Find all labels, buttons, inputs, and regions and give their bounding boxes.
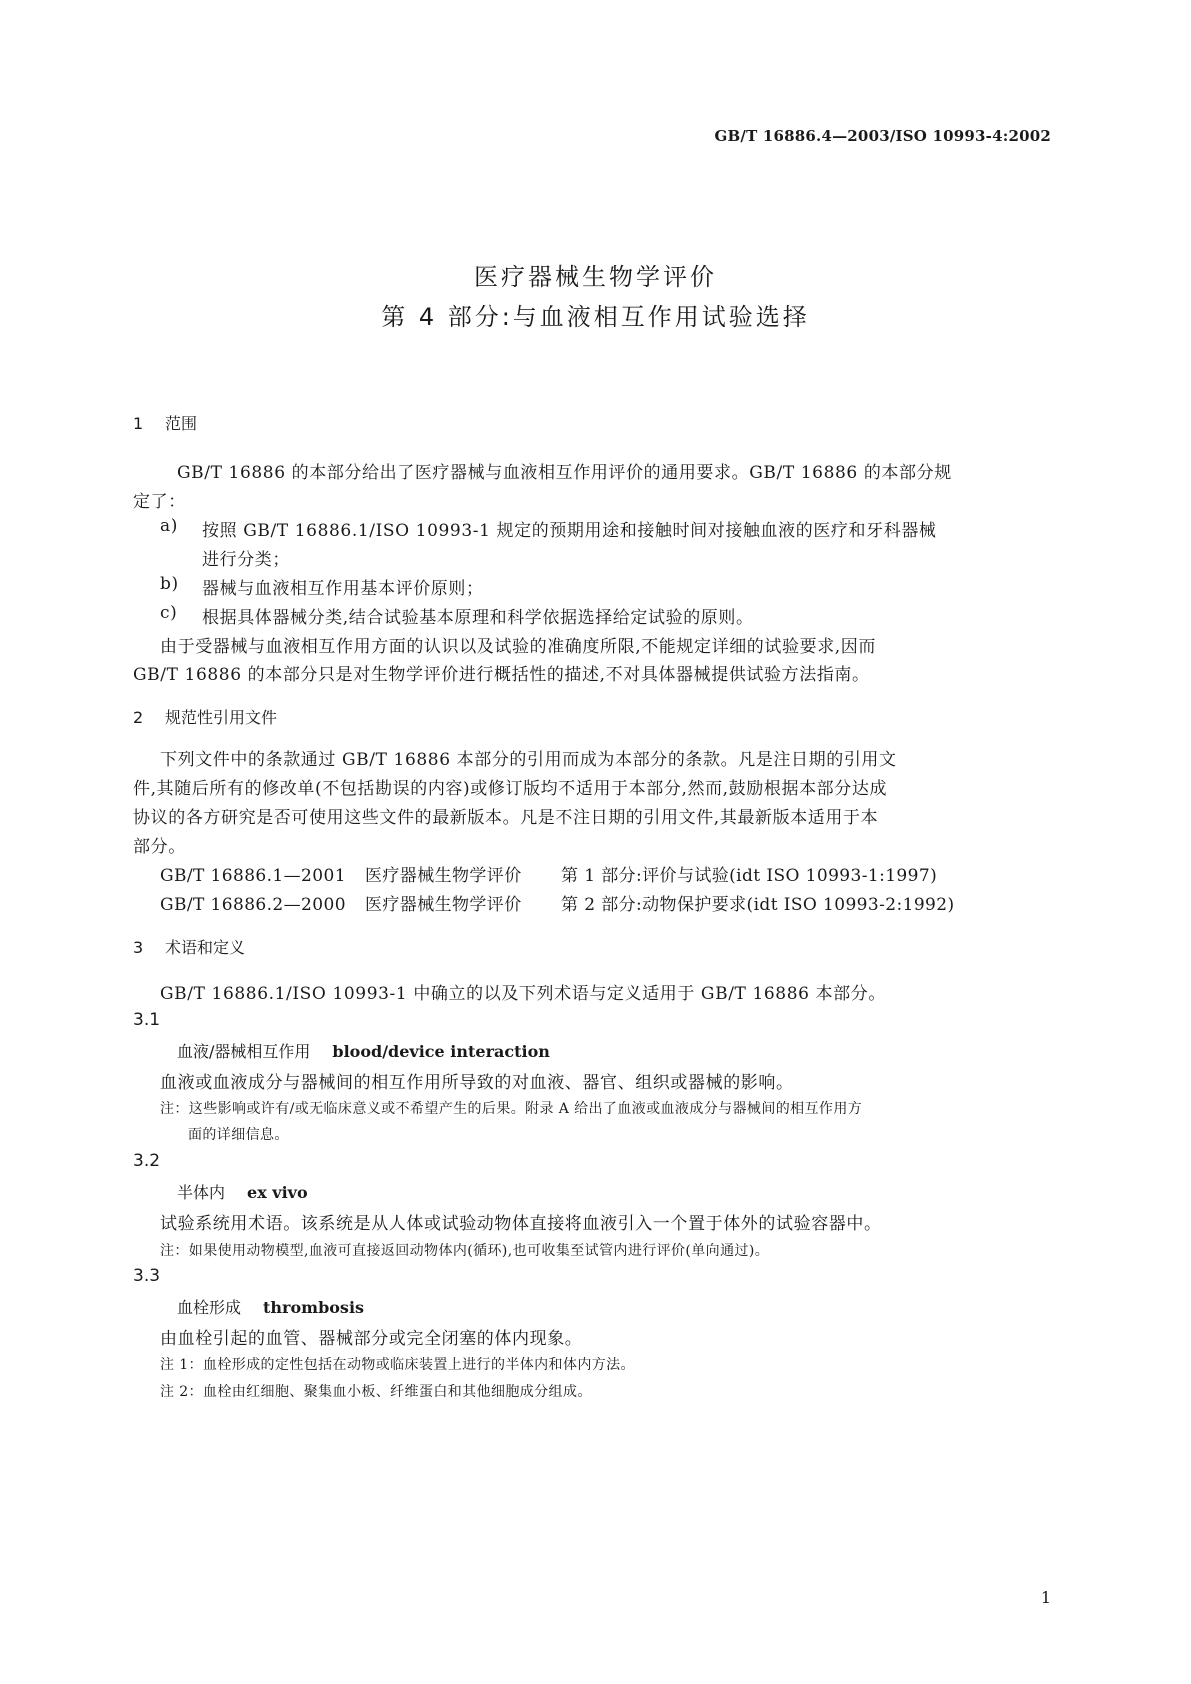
scope-item-a-marker: a) (160, 516, 178, 536)
section-title: 范围 (165, 414, 198, 433)
reference-part: 第 1 部分:评价与试验(idt ISO 10993-1:1997) (561, 866, 938, 886)
normative-paragraph-line1: 下列文件中的条款通过 GB/T 16886 本部分的引用而成为本部分的条款。凡是注日期的引用文 (160, 750, 897, 770)
scope-paragraph-2-line2: GB/T 16886 的本部分只是对生物学评价进行概括性的描述,不对具体器械提供试验方法指南。 (133, 665, 870, 685)
term-en: ex vivo (247, 1183, 308, 1202)
scope-paragraph-2-line1: 由于受器械与血液相互作用方面的认识以及试验的准确度所限,不能规定详细的试验要求,因而 (160, 637, 877, 657)
normative-reference-2 (160, 890, 955, 915)
term-zh: 半体内 (177, 1183, 226, 1202)
reference-part: 第 2 部分:动物保护要求(idt ISO 10993-2:1992) (561, 895, 955, 915)
normative-paragraph-line2: 件,其随后所有的修改单(不包括勘误的内容)或修订版均不适用于本部分,然而,鼓励根据本部分达成 (133, 779, 888, 799)
term-3-3-definition: 由血栓引起的血管、器械部分或完全闭塞的体内现象。 (160, 1329, 583, 1349)
normative-paragraph-line3: 协议的各方研究是否可使用这些文件的最新版本。凡是不注日期的引用文件,其最新版本适用于本 (133, 808, 879, 828)
terms-intro: GB/T 16886.1/ISO 10993-1 中确立的以及下列术语与定义适用于 GB/T 16886 本部分。 (160, 984, 886, 1004)
term-3-3-note-2: 注 2：血栓由红细胞、聚集血小板、纤维蛋白和其他细胞成分组成。 (160, 1384, 592, 1400)
scope-paragraph-1-line2: 定了： (133, 492, 186, 512)
term-3-2-note: 注：如果使用动物模型,血液可直接返回动物体内(循环),也可收集至试管内进行评价(单向通过)。 (160, 1243, 770, 1259)
term-3-2 (177, 1180, 308, 1203)
document-title-line1: 医疗器械生物学评价 (474, 263, 717, 291)
section-number: 1 (133, 414, 144, 433)
section-number: 3 (133, 938, 144, 957)
section-title: 术语和定义 (165, 938, 246, 957)
term-3-3 (177, 1295, 364, 1318)
scope-item-c-marker: c) (160, 603, 178, 623)
term-3-1-note-line2: 面的详细信息。 (188, 1127, 289, 1143)
clause-number-3-2: 3.2 (133, 1151, 161, 1171)
section-title: 规范性引用文件 (165, 708, 278, 727)
reference-name: 医疗器械生物学评价 (365, 866, 522, 886)
term-3-1-definition: 血液或血液成分与器械间的相互作用所导致的对血液、器官、组织或器械的影响。 (160, 1073, 794, 1093)
scope-item-a-line1: 按照 GB/T 16886.1/ISO 10993-1 规定的预期用途和接触时间对接触血液的医疗和牙科器械 (202, 521, 937, 541)
section-1-heading (133, 411, 197, 434)
term-zh: 血栓形成 (177, 1298, 242, 1317)
scope-item-a-line2: 进行分类； (202, 550, 290, 570)
term-en: thrombosis (263, 1298, 365, 1317)
reference-name: 医疗器械生物学评价 (365, 895, 522, 915)
term-3-2-definition: 试验系统用术语。该系统是从人体或试验动物体直接将血液引入一个置于体外的试验容器中。 (160, 1214, 882, 1234)
scope-paragraph-1-line1: GB/T 16886 的本部分给出了医疗器械与血液相互作用评价的通用要求。GB/T 16886 的本部分规 (177, 463, 952, 483)
document-title-line2: 第 4 部分:与血液相互作用试验选择 (381, 303, 810, 331)
term-en: blood/device interaction (332, 1042, 550, 1061)
page-number: 1 (1040, 1588, 1051, 1607)
clause-number-3-1: 3.1 (133, 1010, 161, 1030)
reference-code: GB/T 16886.2—2000 (160, 895, 346, 915)
term-3-1-note-line1: 注：这些影响或许有/或无临床意义或不希望产生的后果。附录 A 给出了血液或血液成分与器械间的相互作用方 (160, 1101, 863, 1117)
term-3-3-note-1: 注 1：血栓形成的定性包括在动物或临床装置上进行的半体内和体内方法。 (160, 1357, 635, 1373)
scope-item-b-marker: b) (160, 574, 179, 594)
section-2-heading (133, 705, 277, 728)
standard-code-header: GB/T 16886.4—2003/ISO 10993-4:2002 (714, 127, 1051, 145)
reference-code: GB/T 16886.1—2001 (160, 866, 346, 886)
normative-paragraph-line4: 部分。 (133, 837, 186, 857)
clause-number-3-3: 3.3 (133, 1266, 161, 1286)
section-3-heading (133, 935, 245, 958)
term-3-1 (177, 1039, 550, 1062)
scope-item-c-line1: 根据具体器械分类,结合试验基本原理和科学依据选择给定试验的原则。 (202, 608, 754, 628)
scope-item-b-line1: 器械与血液相互作用基本评价原则； (202, 579, 484, 599)
term-zh: 血液/器械相互作用 (177, 1042, 311, 1061)
section-number: 2 (133, 708, 144, 727)
normative-reference-1 (160, 861, 937, 886)
